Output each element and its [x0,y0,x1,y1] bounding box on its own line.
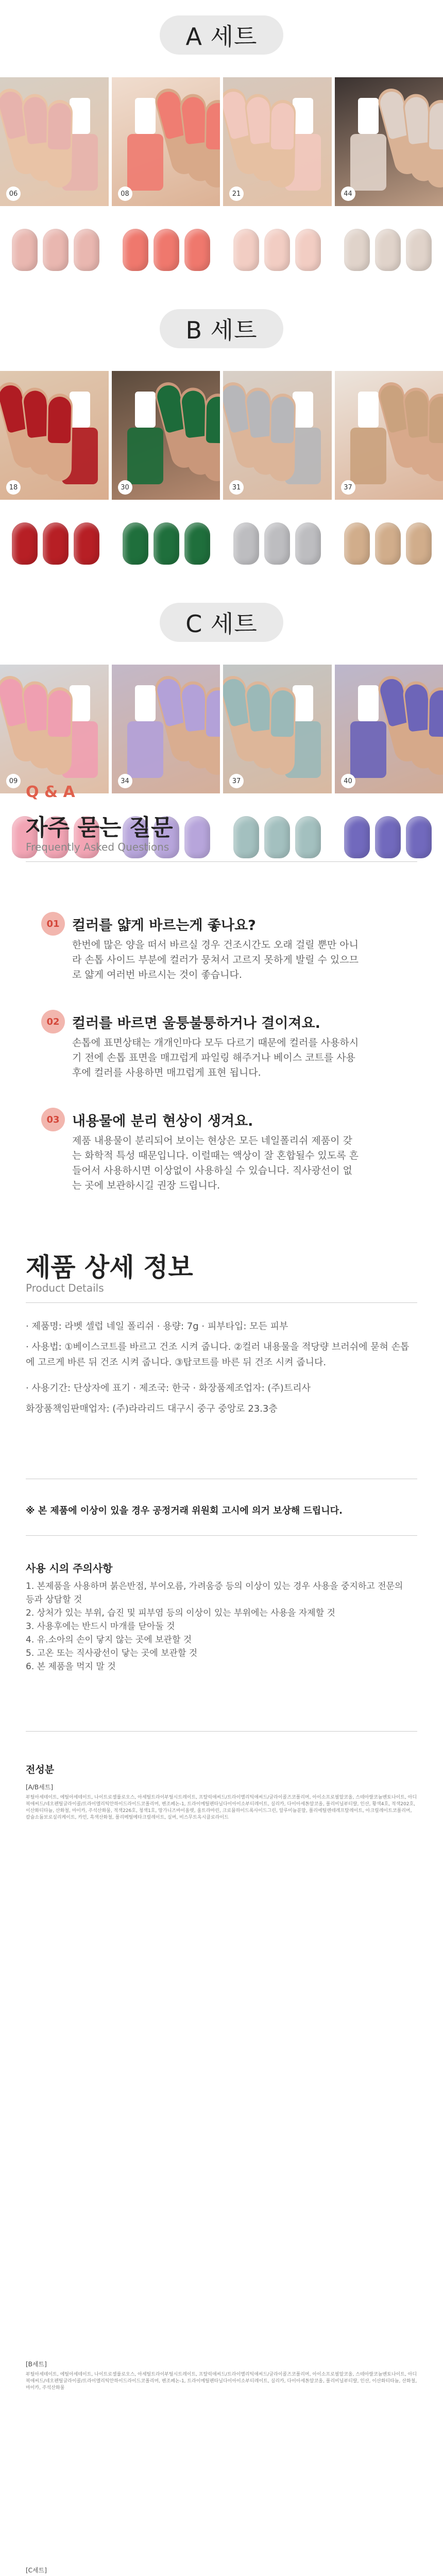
notice-divider [26,1535,417,1536]
shade-label [6,774,24,788]
nail-photo [0,371,109,500]
nail-photo [112,371,220,500]
qa-answer: 한번에 많은 양을 떠서 바르실 경우 건조시간도 오래 걸릴 뿐만 아니라 손톱 사이드 부분에 컬러가 뭉쳐서 고르지 못하게 발릴 수 있으므로 얇게 여러번 바르시는 것이 좋습니다. [72,939,359,980]
set-photo-row [0,77,443,206]
spec-line: · 사용법: ①베이스코트를 바르고 건조 시켜 줍니다. ②컬러 내용물을 적당량 브러쉬에 묻혀 손톱에 고르게 바른 뒤 건조 시켜 줍니다. ③탑코트를 바른 뒤 건조 시켜 줍니다. [26,1342,410,1368]
set-title: B 세트 [160,309,283,348]
bottle-cap-image [70,98,90,134]
shade-label [6,480,24,495]
set-header [0,587,443,665]
nail-tip-swatch [375,229,401,271]
ingredients-text: 부틸아세테이트, 에틸아세테이트, 나이트로셀룰로오스, 아세틸트라이부틸시트레이트, 프탈릭애씨드/트라이멜리틱애씨드/글라이콜즈코폴리머, 아이소프로필알코올, 스테아랄코늄벤토나이트, 아디픽애씨드/네오펜틸글라이콜/트라이멜리틱안하이드라이드코폴리머, 벤조페논-1, 트라이메틸펜타닐다이아이소부티레이트, 실리카, 다이아세톤알코올, 폴리비닐부티랄, 인산, 황색4호, 적색202호, 이산화티타늄, 산화철, 마이카, 주석산화물, 적색226호, 청색1호, 망가니즈바이올렛, 울트라마린, 크로뮴하이드록사이드그린, 알루미늄분말, 폴리에틸렌테레프탈레이트, 아크릴레이트코폴리머, 칼슘소듐보로실리케이트, 카민, 흑색산화철, 폴리메틸메타크릴레이트, 실버, 비스무트옥시클로라이드 [26,1795,417,1820]
ingredients-heading: [A/B세트] [26,1784,54,1791]
spec-line: · 제품명: 라벳 셀럽 네일 폴리쉬 · 용량: 7g · 피부타입: 모든 피부 [26,1321,288,1332]
ingredients-heading: [B세트] [26,2361,47,2368]
bottle-cap-image [135,685,156,721]
swatch-group [233,229,321,271]
bottle-cap-image [135,392,156,428]
shade-label [229,480,247,495]
nail-tip-swatch [295,522,321,565]
shade-label [229,187,247,201]
shade-label [118,480,135,495]
nail-tip-swatch [43,522,69,565]
painted-nail-image [48,397,72,444]
qa-question: 컬러를 얇게 바르는게 좋나요? [72,918,256,934]
nail-tip-swatch [375,816,401,858]
shade-number: 18 [6,480,21,495]
painted-nail-image [206,690,220,737]
product-details-title: 제품 상세 정보 [26,1252,193,1282]
bottle-cap-image [358,685,379,721]
nail-photo [223,77,332,206]
shade-label [118,774,135,788]
caution-title: 사용 시의 주의사항 [26,1562,113,1574]
polish-bottle-image [127,721,163,778]
qa-number-badge: 01 [41,912,65,936]
shade-number: 44 [341,187,355,201]
nail-photo [223,371,332,500]
nail-photo [112,665,220,793]
nail-tip-swatch [184,229,210,271]
nail-tip-swatch [74,522,99,565]
ingredients-block [26,2566,417,2576]
shade-number: 30 [118,480,132,495]
spec-line: 화장품책임판매업자: (주)라라리드 대구시 중구 중앙로 23.3층 [26,1403,278,1414]
set-header [0,294,443,371]
qa-label: Q & A [26,783,75,801]
caution-item: 6. 본 제품을 먹지 말 것 [26,1662,116,1672]
qa-answer: 손톱에 표면상태는 개개인마다 모두 다르기 때문에 컬러를 사용하시기 전에 손톱 표면을 매끄럽게 파일링 해주거나 베이스 코트를 사용후에 컬러를 사용하면 매끄럽게 표현 됩니다. [72,1037,359,1078]
painted-nail-image [206,397,220,444]
qa-question: 내용물에 분리 현상이 생겨요. [72,1113,253,1129]
caution-item: 3. 사용후에는 반드시 마개를 닫아둘 것 [26,1621,175,1632]
qa-number-badge: 03 [41,1108,65,1131]
nail-tip-swatch [43,229,69,271]
shade-label [229,774,247,788]
nail-tip-swatch [344,816,370,858]
bottle-cap-image [293,685,313,721]
swatch-group [344,229,432,271]
qa-item [41,1108,402,1211]
qa-title: 자주 묻는 질문 [26,815,173,841]
spec-line: · 사용기간: 단상자에 표기 · 제조국: 한국 · 화장품제조업자: (주)트리사 [26,1383,311,1394]
nail-tip-swatch [123,522,148,565]
finger-image [203,100,220,188]
nail-tip-swatch [154,522,179,565]
nail-photo [112,77,220,206]
swatch-group [344,816,432,858]
nail-set-section [0,0,443,294]
nail-tip-swatch [233,816,259,858]
polish-bottle-image [350,428,386,484]
ingredients-block [26,2360,417,2392]
finger-image [46,100,73,188]
swatch-group [123,522,210,565]
swatch-group [233,522,321,565]
finger-image [203,687,220,775]
shade-number: 08 [118,187,132,201]
nail-tip-swatch [344,522,370,565]
compensation-notice: ※ 본 제품에 이상이 있을 경우 공정거래 위원회 고시에 의거 보상해 드립니다. [26,1505,343,1516]
bottle-cap-image [135,98,156,134]
qa-answer: 제품 내용물이 분리되어 보이는 현상은 모든 네일폴리쉬 제품이 갖는 화학적 특성 때문입니다. 이럴때는 액상이 잘 혼합될수 있도록 흔들어서 사용하시면 이상없이 사용하실 수 있습니다. 직사광선이 없는 곳에 보관하시길 권장 드립니다. [72,1135,359,1191]
shade-number: 21 [229,187,244,201]
nail-tip-swatch [375,522,401,565]
caution-item: 4. 유.소아의 손이 닿지 않는 곳에 보관할 것 [26,1635,192,1645]
nail-tip-swatch [264,816,290,858]
nail-tip-swatch [406,229,432,271]
qa-item [41,912,402,1015]
nail-photo [0,665,109,793]
ingredients-heading: [C세트] [26,2567,47,2574]
nail-tip-swatch [233,229,259,271]
nail-photo [335,371,443,500]
shade-number: 06 [6,187,21,201]
shade-number: 31 [229,480,244,495]
qa-subtitle: Frequently Asked Questions [26,841,169,853]
nail-tip-swatch [406,522,432,565]
nail-tip-swatch [123,229,148,271]
bottle-cap-image [358,392,379,428]
finger-image [269,100,296,188]
finger-image [427,100,443,188]
bottle-cap-image [358,98,379,134]
polish-bottle-image [350,134,386,191]
shade-number: 40 [341,774,355,788]
qa-number-badge: 02 [41,1010,65,1033]
finger-image [269,394,296,482]
caution-list [26,1580,407,1673]
nail-tip-swatch [184,522,210,565]
product-details-subtitle: Product Details [26,1282,104,1294]
shade-number: 37 [341,480,355,495]
painted-nail-image [429,397,443,444]
set-title: C 세트 [160,603,283,642]
caution-item: 5. 고온 또는 직사광선이 닿는 곳에 보관할 것 [26,1648,198,1658]
nail-tip-swatch [154,229,179,271]
set-title: A 세트 [160,15,283,55]
finger-image [46,394,73,482]
set-photo-row [0,665,443,793]
finger-image [427,394,443,482]
swatch-row [0,500,443,587]
nail-tip-swatch [12,229,38,271]
swatch-row [0,206,443,294]
shade-label [6,187,24,201]
caution-divider [26,1731,417,1732]
shade-number: 37 [229,774,244,788]
set-photo-row [0,371,443,500]
painted-nail-image [206,103,220,150]
polish-bottle-image [127,428,163,484]
qa-divider [26,861,417,862]
qa-item [41,1010,402,1113]
nail-tip-swatch [74,229,99,271]
shade-number: 34 [118,774,132,788]
swatch-group [123,229,210,271]
polish-bottle-image [127,134,163,191]
finger-image [203,394,220,482]
nail-photo [223,665,332,793]
nail-tip-swatch [233,522,259,565]
caution-item: 2. 상처가 있는 부위, 습진 및 피부염 등의 이상이 있는 부위에는 사용을 자제할 것 [26,1608,335,1618]
nail-photo [335,665,443,793]
bottle-cap-image [293,392,313,428]
nail-photo [335,77,443,206]
swatch-group [344,522,432,565]
nail-tip-swatch [344,229,370,271]
shade-label [341,774,359,788]
swatch-group [12,522,99,565]
shade-label [341,187,359,201]
nail-tip-swatch [12,522,38,565]
painted-nail-image [271,103,295,150]
painted-nail-image [429,690,443,737]
set-header [0,0,443,77]
nail-tip-swatch [264,522,290,565]
qa-question: 컬러를 바르면 울퉁불퉁하거나 결이져요. [72,1015,320,1031]
nail-tip-swatch [406,816,432,858]
nail-photo [0,77,109,206]
nail-tip-swatch [295,229,321,271]
shade-label [118,187,135,201]
finger-image [427,687,443,775]
bottle-cap-image [70,392,90,428]
nail-tip-swatch [184,816,210,858]
shade-label [341,480,359,495]
product-details-divider [26,1302,417,1303]
finger-image [46,687,73,775]
painted-nail-image [48,690,72,737]
painted-nail-image [271,690,295,737]
painted-nail-image [271,397,295,444]
nail-set-section [0,294,443,587]
ingredients-text: 부틸아세테이트, 에틸아세테이트, 나이트로셀룰로오스, 아세틸트라이부틸시트레이트, 프탈릭애씨드/트라이멜리틱애씨드/글라이콜즈코폴리머, 아이소프로필알코올, 스테아랄코늄벤토나이트, 아디픽애씨드/네오펜틸글라이콜/트라이멜리틱안하이드라이드코폴리머, 벤조페논-1, 트라이메틸펜타닐다이아이소부티레이트, 실리카, 다이아세톤알코올, 폴리비닐부티랄, 인산, 이산화티타늄, 산화철, 마이카, 주석산화물 [26,2372,417,2391]
swatch-group [233,816,321,858]
bottle-cap-image [293,98,313,134]
ingredients-block [26,1783,417,1821]
painted-nail-image [429,103,443,150]
finger-image [269,687,296,775]
ingredients-title: 전성분 [26,1764,55,1775]
polish-bottle-image [350,721,386,778]
caution-item: 1. 본제품을 사용하며 붉은반점, 부어오름, 가려움증 등의 이상이 있는 경우 사용을 중지하고 전문의등과 상담할 것 [26,1581,403,1605]
shade-number: 09 [6,774,21,788]
nail-tip-swatch [295,816,321,858]
nail-tip-swatch [264,229,290,271]
bottle-cap-image [70,685,90,721]
painted-nail-image [48,103,72,150]
swatch-group [12,229,99,271]
